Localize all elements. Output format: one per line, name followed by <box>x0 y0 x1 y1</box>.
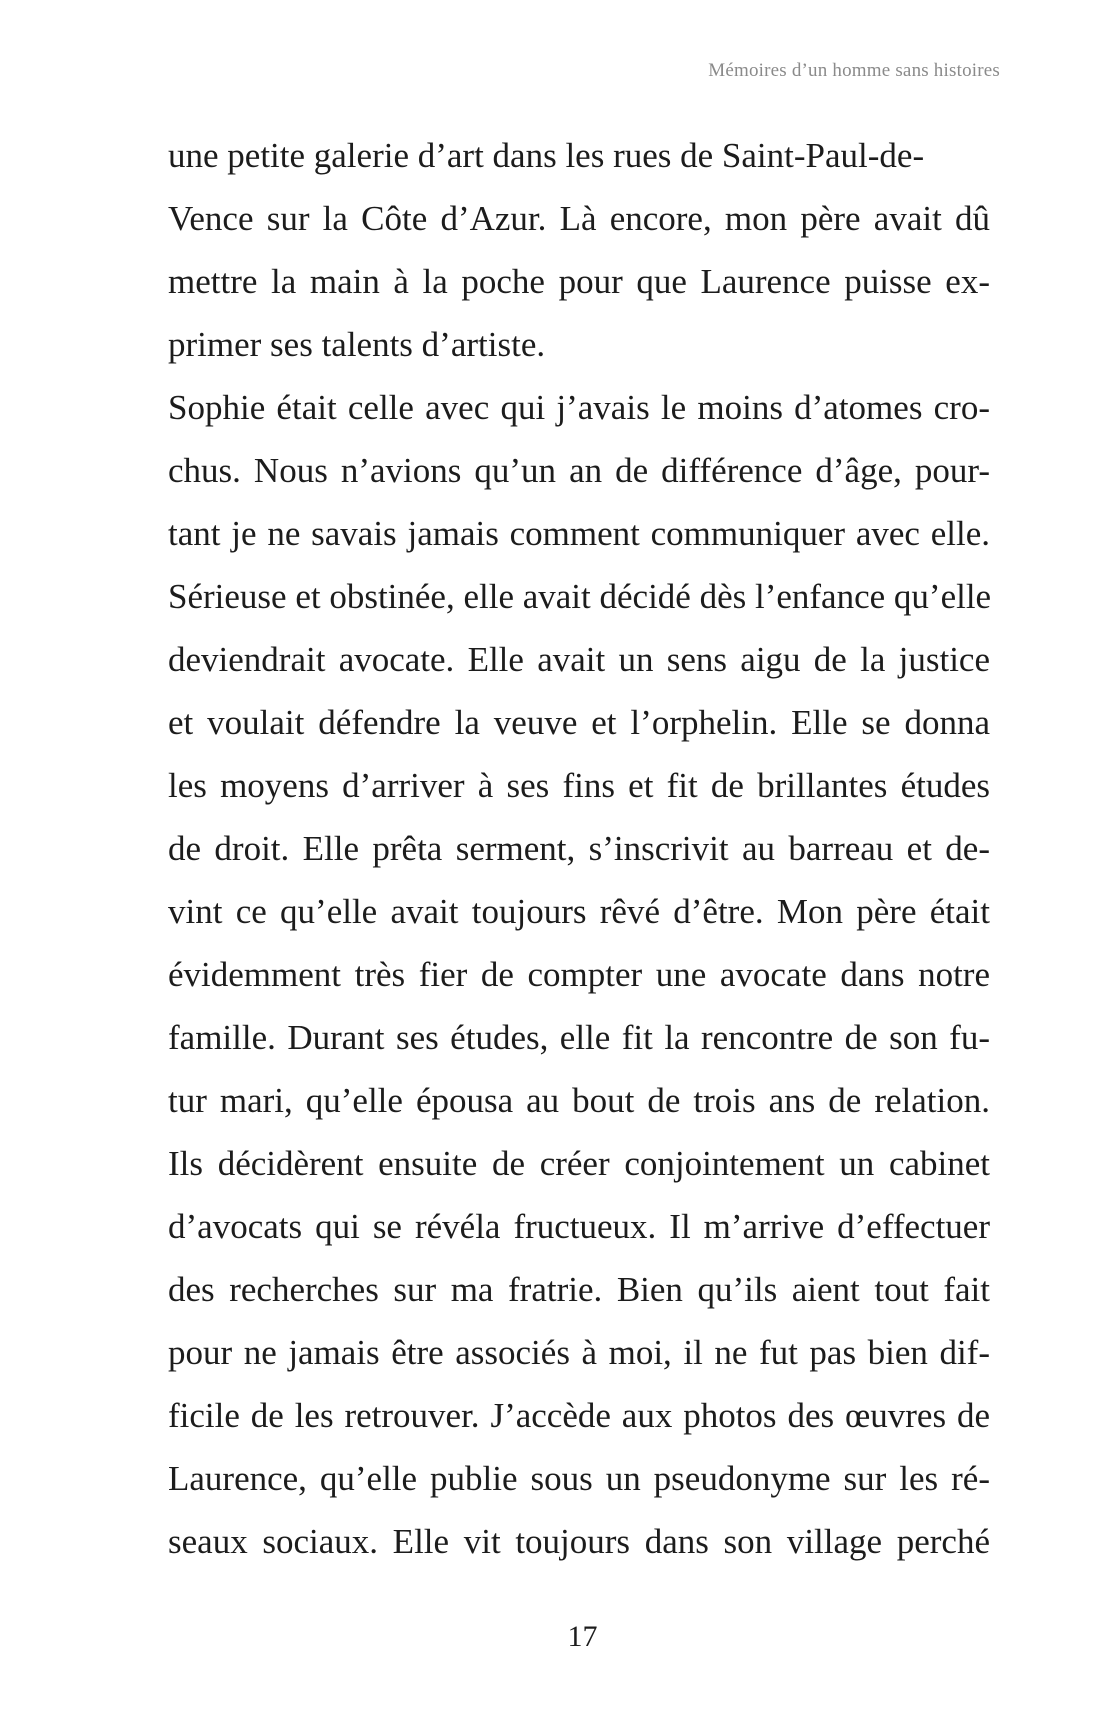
running-header: Mémoires d’un homme sans histoires <box>708 60 1000 81</box>
text-line: Sophie était celle avec qui j’avais le moins d’atomes cro- <box>168 388 990 427</box>
text-line: Laurence, qu’elle publie sous un pseudonyme sur les ré- <box>168 1459 990 1498</box>
text-line: tur mari, qu’elle épousa au bout de trois ans de relation. <box>168 1081 990 1120</box>
text-line: tant je ne savais jamais comment communiquer avec elle. <box>168 514 990 553</box>
text-line: famille. Durant ses études, elle fit la rencontre de son fu- <box>168 1018 990 1057</box>
text-line: Vence sur la Côte d’Azur. Là encore, mon père avait dû <box>168 199 990 238</box>
text-line: Ils décidèrent ensuite de créer conjointement un cabinet <box>168 1144 990 1183</box>
text-line: d’avocats qui se révéla fructueux. Il m’arrive d’effectuer <box>168 1207 990 1246</box>
text-line: une petite galerie d’art dans les rues de Saint-Paul-de- <box>168 136 925 175</box>
text-line: seaux sociaux. Elle vit toujours dans son village perché <box>168 1522 990 1561</box>
text-line: mettre la main à la poche pour que Laurence puisse ex- <box>168 262 990 301</box>
text-line: primer ses talents d’artiste. <box>168 325 546 364</box>
text-line: deviendrait avocate. Elle avait un sens aigu de la justice <box>168 640 990 679</box>
text-line: ficile de les retrouver. J’accède aux photos des œuvres de <box>168 1396 990 1435</box>
text-line: les moyens d’arriver à ses fins et fit de brillantes études <box>168 766 990 805</box>
body-text <box>168 124 990 1573</box>
text-line: de droit. Elle prêta serment, s’inscrivit au barreau et de- <box>168 829 990 868</box>
text-line: et voulait défendre la veuve et l’orphelin. Elle se donna <box>168 703 990 742</box>
text-line: chus. Nous n’avions qu’un an de différence d’âge, pour- <box>168 451 990 490</box>
text-line: Sérieuse et obstinée, elle avait décidé dès l’enfance qu’elle <box>168 577 992 616</box>
text-line: pour ne jamais être associés à moi, il ne fut pas bien dif- <box>168 1333 990 1372</box>
text-line: des recherches sur ma fratrie. Bien qu’ils aient tout fait <box>168 1270 990 1309</box>
text-line: vint ce qu’elle avait toujours rêvé d’être. Mon père était <box>168 892 990 931</box>
text-line: évidemment très fier de compter une avocate dans notre <box>168 955 990 994</box>
page-number: 17 <box>567 1620 598 1653</box>
